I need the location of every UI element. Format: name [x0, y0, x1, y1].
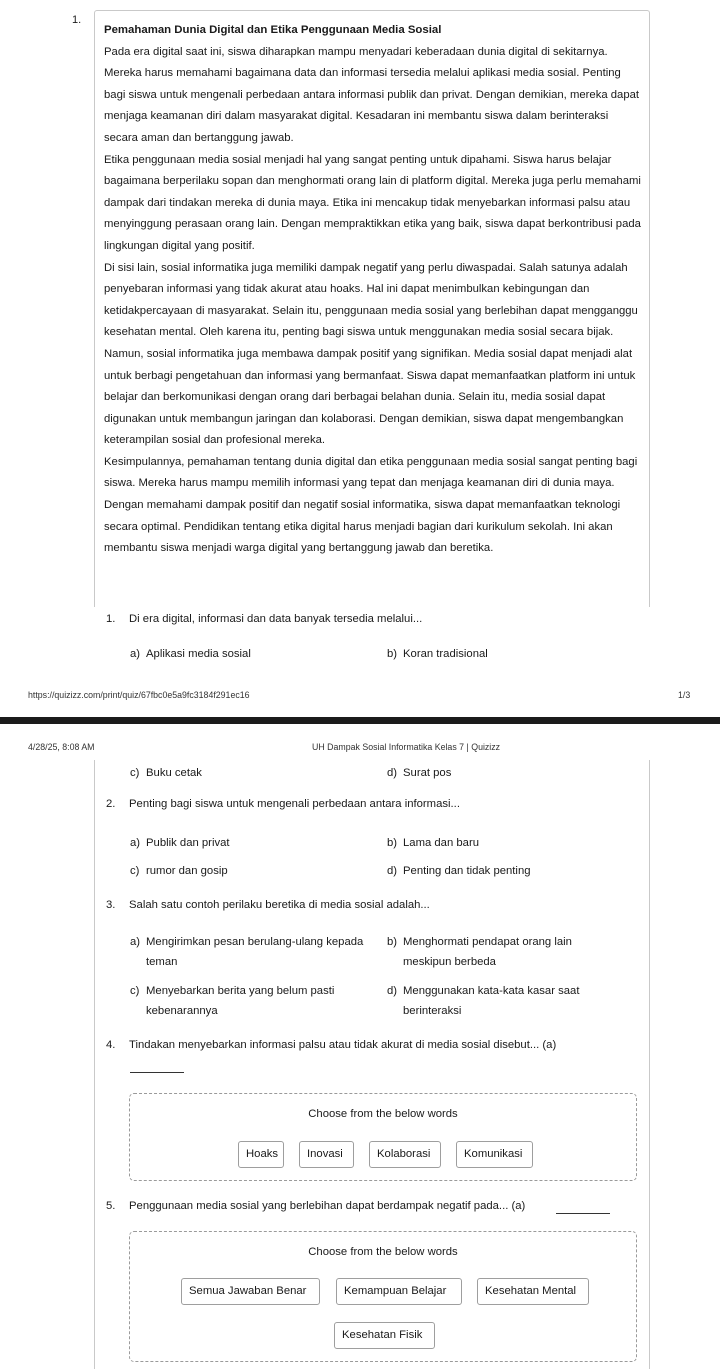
option-text: Menggunakan kata-kata kasar saat	[403, 985, 580, 997]
word-chip[interactable]: Kesehatan Fisik	[334, 1322, 435, 1349]
passage-paragraph: Di sisi lain, sosial informatika juga memiliki dampak negatif yang perlu diwaspadai. Salah satunya adalah penyebaran informasi yang tidak akurat atau hoaks. Hal ini dapat menimbulkan kebingungan dan ketidakpercayaan di masyarakat. Selain itu, penggunaan media sosial yang berlebihan dapat mengganggu kesehatan mental. Oleh karena itu, penting bagi siswa untuk menggunakan media sosial secara bijak.	[104, 261, 638, 339]
word-chip[interactable]: Kolaborasi	[369, 1141, 441, 1168]
question-3-number: 3.	[106, 899, 116, 911]
q3-option-d[interactable]	[387, 981, 579, 1021]
question-1-text: Di era digital, informasi dan data banyak tersedia melalui...	[129, 613, 423, 625]
option-text: Menghormati pendapat orang lain	[403, 936, 572, 948]
question-2-text: Penting bagi siswa untuk mengenali perbedaan antara informasi...	[129, 798, 460, 810]
option-text: rumor dan gosip	[146, 865, 228, 877]
q1-option-d[interactable]	[387, 763, 451, 783]
question-4	[106, 1039, 556, 1051]
word-bank	[129, 1231, 637, 1362]
option-text: Menyebarkan berita yang belum pasti	[146, 985, 335, 997]
q2-option-b[interactable]	[387, 833, 479, 853]
question-1	[106, 613, 422, 625]
q1-option-b[interactable]	[387, 644, 488, 664]
content-border-left	[94, 760, 95, 1369]
option-text-cont: berinteraksi	[403, 1005, 462, 1017]
header-title: UH Dampak Sosial Informatika Kelas 7 | Quizizz	[312, 742, 501, 752]
answer-blank[interactable]	[130, 1072, 184, 1073]
passage-title: Pemahaman Dunia Digital dan Etika Penggunaan Media Sosial	[104, 24, 442, 36]
word-bank	[129, 1093, 637, 1181]
q3-option-c[interactable]	[130, 981, 334, 1021]
option-text: Lama dan baru	[403, 837, 479, 849]
question-5-number: 5.	[106, 1200, 116, 1212]
option-label: d)	[387, 865, 398, 877]
option-text-cont: kebenarannya	[146, 1005, 218, 1017]
passage-paragraph: Namun, sosial informatika juga membawa dampak positif yang signifikan. Media sosial dapat menjadi alat untuk berbagi pengetahuan dan informasi yang bermanfaat. Siswa dapat memanfaatkan platform ini untuk belajar dan berkomunikasi dengan orang dari berbagai belahan dunia. Selain itu, media sosial dapat digunakan untuk membangun jaringan dan kolaborasi. Dengan demikian, siswa dapat mengembangkan keterampilan sosial dan profesional mereka.	[104, 347, 636, 447]
answer-blank[interactable]	[556, 1213, 610, 1214]
option-text-cont: meskipun berbeda	[403, 956, 496, 968]
option-label: b)	[387, 936, 398, 948]
q1-option-a[interactable]	[130, 644, 251, 664]
option-label: c)	[130, 985, 140, 997]
q3-option-a[interactable]	[130, 932, 363, 972]
option-label: c)	[130, 767, 140, 779]
header-date: 4/28/25, 8:08 AM	[28, 742, 95, 752]
option-text: Surat pos	[403, 767, 452, 779]
question-number: 1.	[72, 14, 82, 26]
option-label: a)	[130, 936, 141, 948]
word-bank-title: Choose from the below words	[308, 1108, 458, 1120]
word-chip[interactable]: Kesehatan Mental	[477, 1278, 589, 1305]
question-4-number: 4.	[106, 1039, 116, 1051]
option-label: d)	[387, 985, 398, 997]
option-text: Buku cetak	[146, 767, 202, 779]
q2-option-a[interactable]	[130, 833, 230, 853]
question-1-number: 1.	[106, 613, 116, 625]
content-border-right	[649, 760, 650, 1369]
footer-url[interactable]: https://quizizz.com/print/quiz/67fbc0e5a9fc3184f291ec16	[28, 690, 250, 700]
option-text: Aplikasi media sosial	[146, 648, 251, 660]
page-indicator: 1/3	[678, 690, 691, 700]
passage-paragraph: Etika penggunaan media sosial menjadi hal yang sangat penting untuk dipahami. Siswa harus belajar bagaimana berperilaku sopan dan menghormati orang lain di platform digital. Mereka juga perlu memahami dampak dari tindakan mereka di dunia maya. Etika ini mencakup tidak menyebarkan informasi palsu atau menyinggung perasaan orang lain. Dengan mempraktikkan etika yang baik, siswa dapat berkontribusi pada lingkungan digital yang positif.	[104, 153, 641, 252]
option-text: Mengirimkan pesan berulang-ulang kepada	[146, 936, 364, 948]
option-label: d)	[387, 767, 398, 779]
option-label: b)	[387, 837, 398, 849]
word-chip[interactable]: Kemampuan Belajar	[336, 1278, 462, 1305]
option-label: a)	[130, 648, 141, 660]
option-label: c)	[130, 865, 140, 877]
question-4-text: Tindakan menyebarkan informasi palsu atau tidak akurat di media sosial disebut... (a)	[129, 1039, 557, 1051]
q3-option-b[interactable]	[387, 932, 572, 972]
question-5-text: Penggunaan media sosial yang berlebihan dapat berdampak negatif pada... (a)	[129, 1200, 526, 1212]
option-text-cont: teman	[146, 956, 178, 968]
option-label: a)	[130, 837, 141, 849]
passage-paragraph: Kesimpulannya, pemahaman tentang dunia digital dan etika penggunaan media sosial sangat penting bagi siswa. Mereka harus mampu memilih informasi yang tepat dan menjaga keamanan diri di dunia maya. Dengan memahami dampak positif dan negatif sosial informatika, siswa dapat memanfaatkan teknologi secara optimal. Pendidikan tentang etika digital harus menjadi bagian dari kurikulum sekolah. Ini akan membantu siswa menjadi warga digital yang bertanggung jawab dan beretika.	[104, 455, 638, 555]
page-separator	[0, 717, 720, 724]
q2-option-d[interactable]	[387, 861, 531, 881]
word-chip[interactable]: Semua Jawaban Benar	[181, 1278, 320, 1305]
option-text: Koran tradisional	[403, 648, 488, 660]
question-2-number: 2.	[106, 798, 116, 810]
passage-paragraph: Pada era digital saat ini, siswa diharapkan mampu menyadari keberadaan dunia digital di sekitarnya. Mereka harus memahami bagaimana data dan informasi tersedia melalui aplikasi media sosial. Penting bagi siswa untuk mengenali perbedaan antara informasi publik dan privat. Dengan demikian, mereka dapat menjaga keamanan diri dalam masyarakat digital. Kesadaran ini membantu siswa dalam berinteraksi secara aman dan bertanggung jawab.	[104, 45, 640, 144]
word-chip[interactable]: Komunikasi	[456, 1141, 533, 1168]
reading-passage	[104, 20, 644, 560]
question-2	[106, 798, 460, 810]
word-chip[interactable]: Inovasi	[299, 1141, 354, 1168]
q2-option-c[interactable]	[130, 861, 228, 881]
question-3	[106, 899, 430, 911]
q1-option-c[interactable]	[130, 763, 202, 783]
word-bank-title: Choose from the below words	[308, 1246, 458, 1258]
question-5	[106, 1200, 525, 1212]
option-label: b)	[387, 648, 398, 660]
option-text: Publik dan privat	[146, 837, 230, 849]
question-3-text: Salah satu contoh perilaku beretika di media sosial adalah...	[129, 899, 430, 911]
word-chip[interactable]: Hoaks	[238, 1141, 284, 1168]
option-text: Penting dan tidak penting	[403, 865, 531, 877]
